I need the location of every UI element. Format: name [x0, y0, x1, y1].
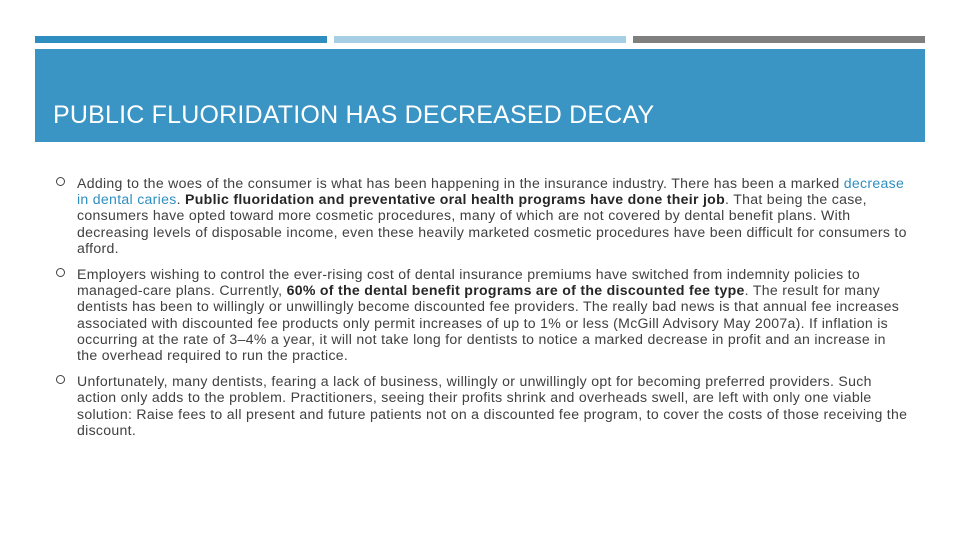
bullet-text: . That being the case, consumers have opted toward more cosmetic procedures, many of which are not covered by dental benefit plans. With decreasing levels of disposable income, even these heavily marketed cosmetic procedures have been difficult for consumers to afford. — [77, 191, 907, 256]
top-accent-bar-gray — [633, 36, 925, 43]
slide-title: PUBLIC FLUORIDATION HAS DECREASED DECAY — [53, 101, 655, 129]
bullet-text: Employers wishing to control the ever-rising cost of dental insurance premiums have switched from indemnity policies to managed-care plans. Currently, — [77, 266, 860, 299]
hollow-circle-bullet-icon — [56, 177, 65, 186]
hollow-circle-bullet-icon — [56, 268, 65, 277]
bullet-item-dentists — [56, 373, 908, 438]
top-accent-bar-light-blue — [334, 36, 626, 43]
hollow-circle-bullet-icon — [56, 375, 65, 384]
bold-phrase: Public fluoridation and preventative oral health programs have done their job — [185, 191, 726, 208]
bullet-text: . The result for many dentists has been to willingly or unwillingly become discounted fee providers. The really bad news is that annual fee increases associated with discounted fee products only permit increases of up to 1% or less (McGill Advisory May 2007a). If inflation is occurring at the rate of 3–4% a year, it will not take long for dentists to notice a marked decrease in profit and an increase in the overhead required to run the practice. — [77, 282, 900, 364]
bullet-item-insurance — [56, 175, 908, 256]
title-band — [35, 49, 925, 142]
bold-phrase: 60% of the dental benefit programs are of the discounted fee type — [286, 282, 745, 299]
bullet-text: . — [176, 191, 186, 208]
bullet-list — [56, 175, 908, 448]
highlighted-phrase: decrease in dental caries — [77, 175, 905, 208]
bullet-item-employers — [56, 266, 908, 363]
top-accent-bar-blue — [35, 36, 327, 43]
bullet-text: Adding to the woes of the consumer is what has been happening in the insurance industry. There has been a marked — [77, 175, 844, 191]
bullet-text: Unfortunately, many dentists, fearing a lack of business, willingly or unwillingly opt for becoming preferred providers. Such action only adds to the problem. Practitioners, seeing their profits shrink and overheads swell, are left with only one viable solution: Raise fees to all present and future patients not on a discounted fee program, to cover the costs of those receiving the discount. — [77, 373, 908, 438]
